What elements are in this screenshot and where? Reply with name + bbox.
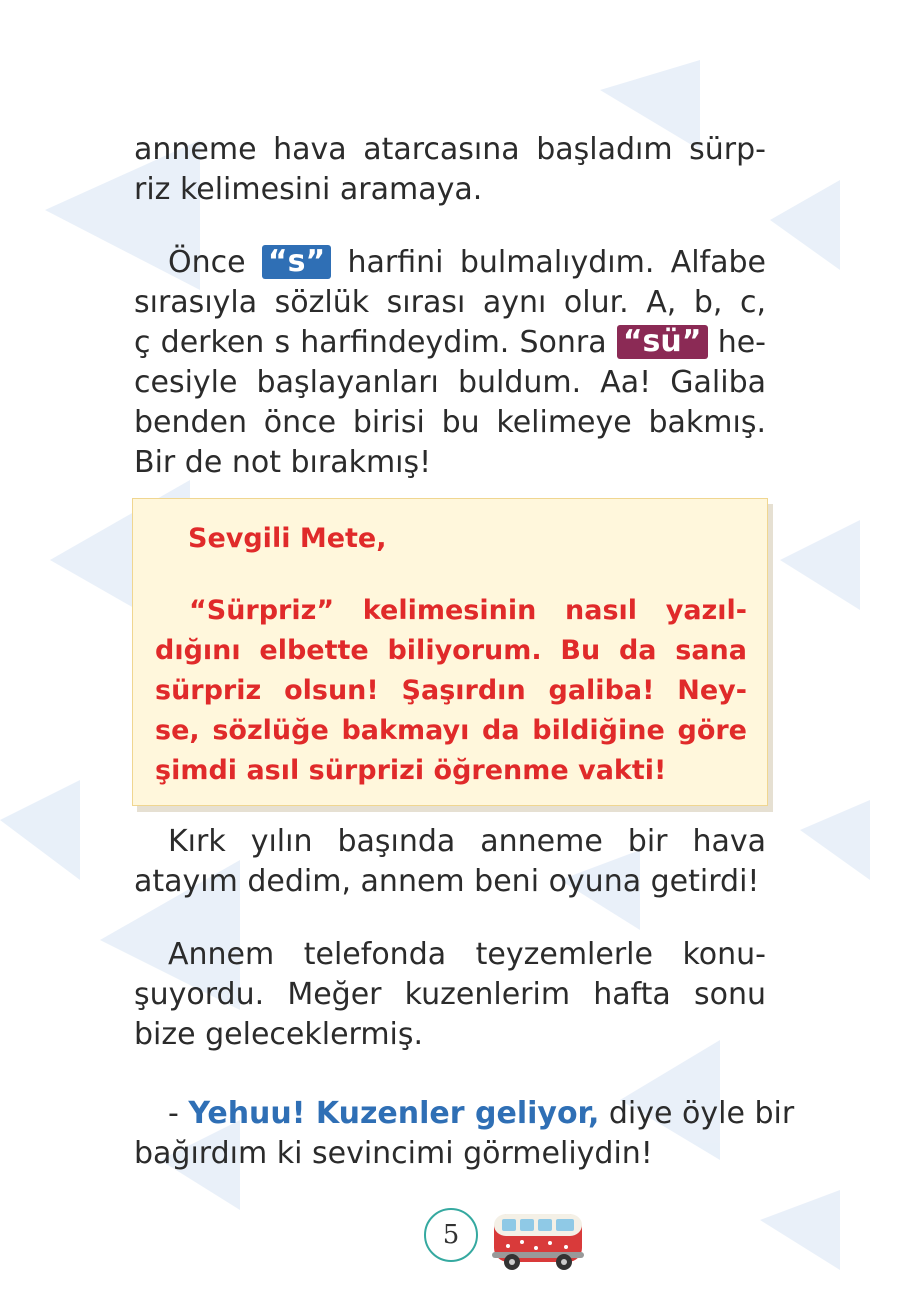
text-line: şuyordu. Meğer kuzenlerim hafta sonu (134, 977, 766, 1012)
text-fragment: ç derken s harfindeydim. Sonra (134, 325, 607, 360)
text-fragment: harfini bulmalıydım. Alfabe (347, 245, 766, 280)
text-line (134, 1094, 795, 1134)
text-line: anneme hava atarcasına başladım sürp- (134, 132, 766, 167)
text-line: riz kelimesini aramaya. (134, 172, 483, 207)
text-line: atayım dedim, annem beni oyuna getirdi! (134, 864, 760, 899)
note-line: sürpriz olsun! Şaşırdın galiba! Ney- (155, 675, 747, 706)
note-line: se, sözlüğe bakmayı da bildiğine göre (155, 715, 747, 746)
dialogue-dash: - (168, 1096, 179, 1131)
page-number: 5 (424, 1208, 478, 1262)
text-line (134, 243, 766, 283)
note-line: şimdi asıl sürprizi öğrenme vakti! (155, 755, 667, 786)
text-fragment: he- (717, 325, 766, 360)
text-line: bize geleceklermiş. (134, 1017, 424, 1052)
text-line: Annem telefonda teyzemlerle konu- (168, 937, 766, 972)
note-greeting: Sevgili Mete, (188, 523, 387, 554)
paragraph-2 (134, 243, 766, 483)
text-fragment: Önce (168, 245, 246, 280)
text-line: benden önce birisi bu kelimeye bakmış. (134, 405, 766, 440)
note-box (132, 498, 768, 806)
note-line: dığını elbette biliyorum. Bu da sana (155, 635, 747, 666)
camper-van-icon (488, 1206, 588, 1276)
note-line: “Sürpriz” kelimesinin nasıl yazıl- (189, 595, 747, 626)
text-line (134, 323, 766, 363)
paragraph-5 (134, 1094, 795, 1174)
note-body (155, 591, 747, 791)
letter-s-highlight: “s” (262, 245, 331, 279)
text-line: Kırk yılın başında anneme bir hava (168, 824, 766, 859)
paragraph-4 (134, 935, 766, 1055)
paragraph-3 (134, 822, 766, 902)
text-fragment: diye öyle bir (608, 1096, 795, 1131)
syllable-su-highlight: “sü” (617, 325, 708, 359)
text-line: Bir de not bırakmış! (134, 445, 432, 480)
text-line: bağırdım ki sevincimi görmeliydin! (134, 1136, 653, 1171)
dialogue-shout: Yehuu! Kuzenler geliyor, (188, 1096, 600, 1131)
paragraph-1 (134, 130, 766, 210)
text-line: cesiyle başlayanları buldum. Aa! Galiba (134, 365, 766, 400)
text-line: sırasıyla sözlük sırası aynı olur. A, b, c, (134, 285, 766, 320)
